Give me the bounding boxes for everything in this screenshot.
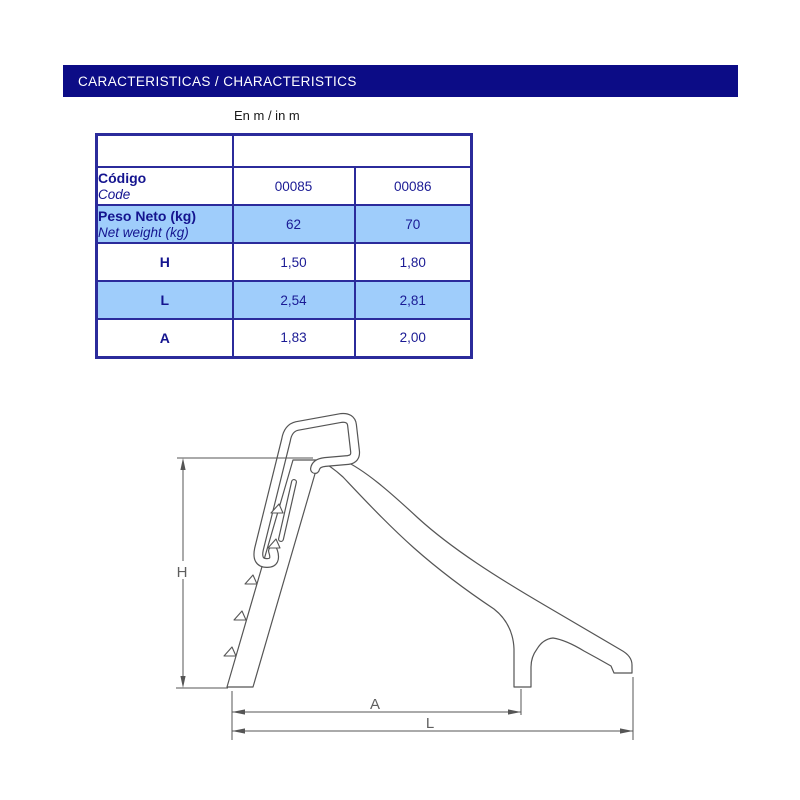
- row-label: H: [97, 243, 233, 281]
- a-arrow-left: [232, 709, 245, 714]
- h-arrow-up: [180, 458, 185, 470]
- row-sublabel: Code: [98, 186, 131, 202]
- slide-body-path: [227, 460, 632, 687]
- value-cell: 70: [355, 205, 472, 243]
- step-tread: [234, 611, 246, 620]
- row-label: Código: [98, 169, 147, 186]
- row-sublabel: Net weight (kg): [98, 224, 189, 240]
- value-cell: 2,00: [355, 319, 472, 357]
- row-label: L: [97, 281, 233, 319]
- value-cell: 62: [233, 205, 355, 243]
- section-title: CARACTERISTICAS / CHARACTERISTICS: [78, 73, 357, 89]
- row-label: A: [97, 319, 233, 357]
- slide-outline: [227, 460, 632, 687]
- group-header-line1: Toboganes para uso público: [276, 136, 427, 150]
- unit-note: En m / in m: [234, 108, 300, 123]
- value-cell: 00085: [233, 167, 355, 205]
- value-cell: 00086: [355, 167, 472, 205]
- value-cell: 2,54: [233, 281, 355, 319]
- value-cell: 2,81: [355, 281, 472, 319]
- a-dimension-label: A: [369, 696, 381, 713]
- value-cell: 1,50: [233, 243, 355, 281]
- l-arrow-right: [620, 728, 633, 733]
- value-cell: 1,83: [233, 319, 355, 357]
- h-dimension-label: H: [176, 564, 188, 581]
- row-label: Peso Neto (kg): [98, 207, 197, 224]
- dimension-l: [232, 677, 633, 740]
- value-cell: 1,80: [355, 243, 472, 281]
- group-header-line2: Slides for public use: [298, 151, 406, 165]
- h-arrow-down: [180, 676, 185, 688]
- table-corner-label: Tabla 1: [142, 143, 187, 159]
- step-tread: [245, 575, 257, 584]
- l-dimension-label: L: [425, 715, 435, 732]
- dimension-a: [232, 689, 521, 740]
- step-tread: [224, 647, 236, 656]
- a-arrow-right: [508, 709, 521, 714]
- l-arrow-left: [232, 728, 245, 733]
